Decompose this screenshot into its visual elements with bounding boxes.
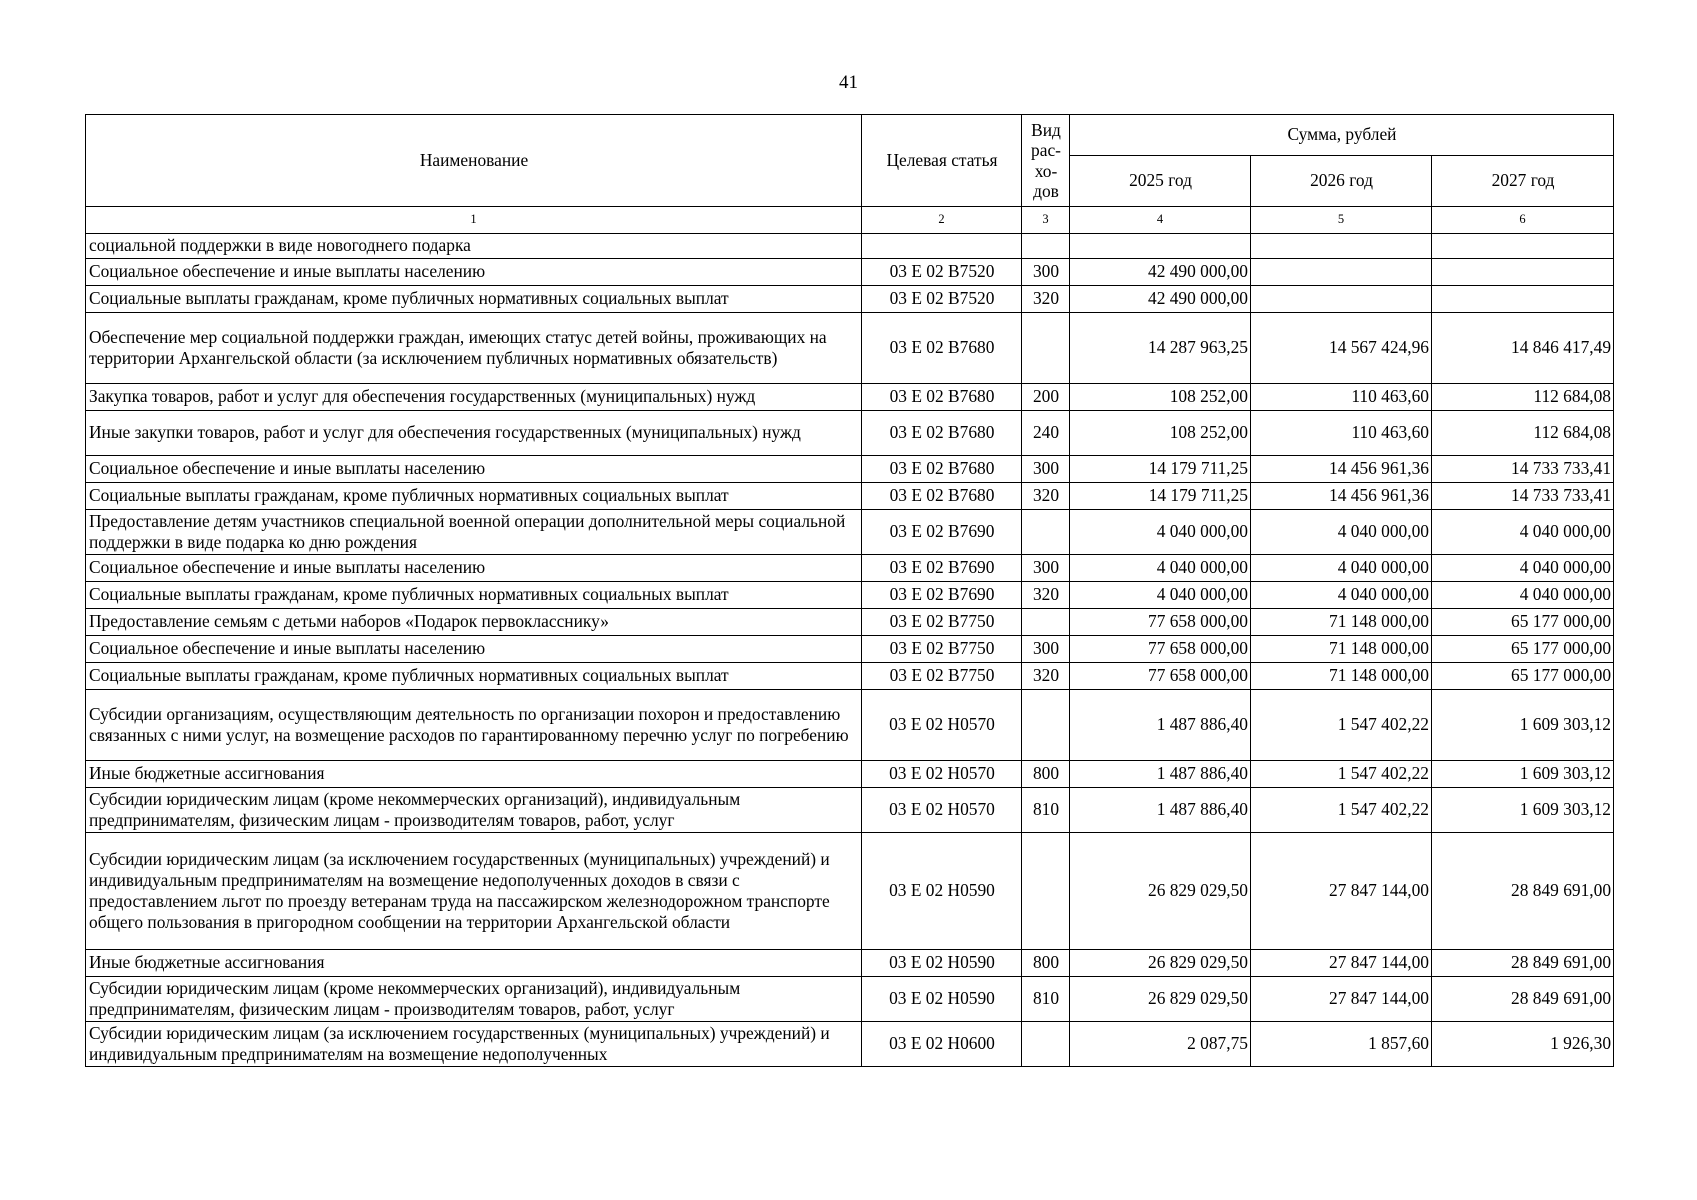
row-expense-type xyxy=(1022,234,1070,259)
table-row xyxy=(86,663,1614,690)
row-target-article: 03 Е 02 В7520 xyxy=(862,286,1022,313)
row-sum-2026: 1 857,60 xyxy=(1251,1022,1432,1067)
row-expense-type xyxy=(1022,833,1070,950)
row-name: Иные бюджетные ассигнования xyxy=(86,761,862,788)
row-sum-2026 xyxy=(1251,234,1432,259)
budget-table xyxy=(85,114,1614,1067)
row-sum-2026: 110 463,60 xyxy=(1251,411,1432,456)
row-sum-2027: 14 733 733,41 xyxy=(1432,483,1614,510)
row-sum-2026: 14 456 961,36 xyxy=(1251,456,1432,483)
table-row xyxy=(86,1022,1614,1067)
row-sum-2026: 4 040 000,00 xyxy=(1251,582,1432,609)
row-sum-2027: 28 849 691,00 xyxy=(1432,950,1614,977)
row-target-article: 03 Е 02 В7680 xyxy=(862,313,1022,384)
row-target-article: 03 Е 02 Н0600 xyxy=(862,1022,1022,1067)
table-row xyxy=(86,833,1614,950)
row-target-article: 03 Е 02 В7680 xyxy=(862,384,1022,411)
row-expense-type: 320 xyxy=(1022,483,1070,510)
row-target-article: 03 Е 02 Н0570 xyxy=(862,761,1022,788)
row-name: Социальное обеспечение и иные выплаты населению xyxy=(86,456,862,483)
row-sum-2027: 14 733 733,41 xyxy=(1432,456,1614,483)
row-name: Предоставление семьям с детьми наборов «Подарок первокласснику» xyxy=(86,609,862,636)
row-target-article: 03 Е 02 Н0590 xyxy=(862,833,1022,950)
row-expense-type: 320 xyxy=(1022,286,1070,313)
row-sum-2026: 4 040 000,00 xyxy=(1251,510,1432,555)
row-target-article xyxy=(862,234,1022,259)
table-row xyxy=(86,609,1614,636)
row-sum-2025: 14 179 711,25 xyxy=(1070,483,1251,510)
header-year-2026: 2026 год xyxy=(1251,156,1432,207)
row-expense-type: 320 xyxy=(1022,582,1070,609)
row-target-article: 03 Е 02 Н0570 xyxy=(862,690,1022,761)
row-sum-2025: 4 040 000,00 xyxy=(1070,582,1251,609)
table-row xyxy=(86,761,1614,788)
row-sum-2025: 42 490 000,00 xyxy=(1070,286,1251,313)
row-target-article: 03 Е 02 Н0570 xyxy=(862,788,1022,833)
row-expense-type: 800 xyxy=(1022,950,1070,977)
row-sum-2026 xyxy=(1251,259,1432,286)
column-number: 1 xyxy=(86,207,862,234)
table-row xyxy=(86,286,1614,313)
row-sum-2025: 77 658 000,00 xyxy=(1070,636,1251,663)
row-sum-2026: 1 547 402,22 xyxy=(1251,788,1432,833)
column-number: 3 xyxy=(1022,207,1070,234)
table-row xyxy=(86,384,1614,411)
row-target-article: 03 Е 02 Н0590 xyxy=(862,977,1022,1022)
row-sum-2026: 27 847 144,00 xyxy=(1251,950,1432,977)
row-expense-type xyxy=(1022,609,1070,636)
row-expense-type: 320 xyxy=(1022,663,1070,690)
column-number: 2 xyxy=(862,207,1022,234)
row-target-article: 03 Е 02 Н0590 xyxy=(862,950,1022,977)
table-row xyxy=(86,690,1614,761)
row-sum-2025 xyxy=(1070,234,1251,259)
row-expense-type xyxy=(1022,1022,1070,1067)
table-row xyxy=(86,259,1614,286)
row-sum-2027: 4 040 000,00 xyxy=(1432,582,1614,609)
row-name: Субсидии юридическим лицам (кроме некоммерческих организаций), индивидуальным предпринимателям, физическим лицам - производителям товаров, работ, услуг xyxy=(86,977,862,1022)
row-expense-type: 300 xyxy=(1022,555,1070,582)
row-expense-type xyxy=(1022,690,1070,761)
header-row-1 xyxy=(86,115,1614,156)
row-sum-2026: 71 148 000,00 xyxy=(1251,636,1432,663)
row-target-article: 03 Е 02 В7750 xyxy=(862,636,1022,663)
column-number: 4 xyxy=(1070,207,1251,234)
header-expense-type xyxy=(1022,115,1070,207)
row-expense-type xyxy=(1022,510,1070,555)
row-name: Социальные выплаты гражданам, кроме публичных нормативных социальных выплат xyxy=(86,663,862,690)
row-target-article: 03 Е 02 В7690 xyxy=(862,510,1022,555)
table-row xyxy=(86,950,1614,977)
row-sum-2027: 1 609 303,12 xyxy=(1432,761,1614,788)
row-name: Социальные выплаты гражданам, кроме публичных нормативных социальных выплат xyxy=(86,483,862,510)
header-target-article: Целевая статья xyxy=(862,115,1022,207)
table-row xyxy=(86,313,1614,384)
row-sum-2026: 14 567 424,96 xyxy=(1251,313,1432,384)
row-sum-2025: 1 487 886,40 xyxy=(1070,788,1251,833)
table-row xyxy=(86,510,1614,555)
row-target-article: 03 Е 02 В7750 xyxy=(862,609,1022,636)
row-expense-type: 800 xyxy=(1022,761,1070,788)
header-year-2025: 2025 год xyxy=(1070,156,1251,207)
row-sum-2026: 27 847 144,00 xyxy=(1251,833,1432,950)
column-numbers-row xyxy=(86,207,1614,234)
row-sum-2027: 1 609 303,12 xyxy=(1432,690,1614,761)
header-expense-type-label: Вид рас-хо-дов xyxy=(1031,120,1061,201)
row-sum-2027: 65 177 000,00 xyxy=(1432,663,1614,690)
table-row xyxy=(86,788,1614,833)
row-sum-2027: 28 849 691,00 xyxy=(1432,977,1614,1022)
table-row xyxy=(86,977,1614,1022)
row-name: Социальное обеспечение и иные выплаты населению xyxy=(86,636,862,663)
table-row xyxy=(86,555,1614,582)
row-sum-2027: 112 684,08 xyxy=(1432,411,1614,456)
row-target-article: 03 Е 02 В7680 xyxy=(862,483,1022,510)
row-sum-2025: 1 487 886,40 xyxy=(1070,761,1251,788)
row-sum-2025: 26 829 029,50 xyxy=(1070,833,1251,950)
row-sum-2025: 2 087,75 xyxy=(1070,1022,1251,1067)
row-sum-2026: 110 463,60 xyxy=(1251,384,1432,411)
row-sum-2025: 4 040 000,00 xyxy=(1070,510,1251,555)
row-sum-2027: 65 177 000,00 xyxy=(1432,636,1614,663)
row-name: Иные бюджетные ассигнования xyxy=(86,950,862,977)
row-expense-type: 300 xyxy=(1022,259,1070,286)
row-sum-2027 xyxy=(1432,234,1614,259)
row-expense-type: 810 xyxy=(1022,977,1070,1022)
row-sum-2027: 1 926,30 xyxy=(1432,1022,1614,1067)
row-sum-2026: 1 547 402,22 xyxy=(1251,690,1432,761)
table-row xyxy=(86,636,1614,663)
row-sum-2027: 112 684,08 xyxy=(1432,384,1614,411)
row-name: Иные закупки товаров, работ и услуг для обеспечения государственных (муниципальных) нужд xyxy=(86,411,862,456)
row-sum-2027: 28 849 691,00 xyxy=(1432,833,1614,950)
row-target-article: 03 Е 02 В7680 xyxy=(862,456,1022,483)
table-row xyxy=(86,411,1614,456)
row-expense-type xyxy=(1022,313,1070,384)
row-name: социальной поддержки в виде новогоднего подарка xyxy=(86,234,862,259)
row-name: Социальные выплаты гражданам, кроме публичных нормативных социальных выплат xyxy=(86,582,862,609)
header-sum: Сумма, рублей xyxy=(1070,115,1614,156)
row-name: Социальные выплаты гражданам, кроме публичных нормативных социальных выплат xyxy=(86,286,862,313)
row-name: Субсидии юридическим лицам (кроме некоммерческих организаций), индивидуальным предпринимателям, физическим лицам - производителям товаров, работ, услуг xyxy=(86,788,862,833)
row-sum-2027: 1 609 303,12 xyxy=(1432,788,1614,833)
row-name: Закупка товаров, работ и услуг для обеспечения государственных (муниципальных) нужд xyxy=(86,384,862,411)
row-sum-2027: 14 846 417,49 xyxy=(1432,313,1614,384)
row-name: Субсидии юридическим лицам (за исключением государственных (муниципальных) учреждений) и индивидуальным предпринимателям на возмещение недополученных доходов в связи с предоставлением льгот по проезду ветеранам труда на пассажирском железнодорожном транспорте общего пользования в пригородном сообщении на территории Архангельской области xyxy=(86,833,862,950)
row-name: Социальное обеспечение и иные выплаты населению xyxy=(86,259,862,286)
row-sum-2025: 42 490 000,00 xyxy=(1070,259,1251,286)
row-sum-2027: 65 177 000,00 xyxy=(1432,609,1614,636)
row-sum-2026: 71 148 000,00 xyxy=(1251,609,1432,636)
page-number: 41 xyxy=(839,72,858,93)
table-row xyxy=(86,483,1614,510)
row-sum-2026: 4 040 000,00 xyxy=(1251,555,1432,582)
table-row xyxy=(86,456,1614,483)
row-sum-2025: 1 487 886,40 xyxy=(1070,690,1251,761)
row-target-article: 03 Е 02 В7520 xyxy=(862,259,1022,286)
row-name: Обеспечение мер социальной поддержки граждан, имеющих статус детей войны, проживающих на территории Архангельской области (за исключением публичных нормативных обязательств) xyxy=(86,313,862,384)
row-sum-2025: 14 287 963,25 xyxy=(1070,313,1251,384)
row-target-article: 03 Е 02 В7750 xyxy=(862,663,1022,690)
row-sum-2025: 26 829 029,50 xyxy=(1070,977,1251,1022)
row-sum-2025: 108 252,00 xyxy=(1070,384,1251,411)
row-name: Социальное обеспечение и иные выплаты населению xyxy=(86,555,862,582)
header-year-2027: 2027 год xyxy=(1432,156,1614,207)
row-name: Субсидии юридическим лицам (за исключением государственных (муниципальных) учреждений) и индивидуальным предпринимателям на возмещение недополученных xyxy=(86,1022,862,1067)
row-sum-2025: 108 252,00 xyxy=(1070,411,1251,456)
table-row xyxy=(86,582,1614,609)
row-sum-2026: 27 847 144,00 xyxy=(1251,977,1432,1022)
row-target-article: 03 Е 02 В7680 xyxy=(862,411,1022,456)
row-expense-type: 300 xyxy=(1022,636,1070,663)
column-number: 5 xyxy=(1251,207,1432,234)
row-sum-2026: 1 547 402,22 xyxy=(1251,761,1432,788)
row-expense-type: 240 xyxy=(1022,411,1070,456)
row-name: Субсидии организациям, осуществляющим деятельность по организации похорон и предоставлению связанных с ними услуг, на возмещение расходов по гарантированному перечню услуг по погребению xyxy=(86,690,862,761)
row-sum-2025: 26 829 029,50 xyxy=(1070,950,1251,977)
row-target-article: 03 Е 02 В7690 xyxy=(862,555,1022,582)
row-expense-type: 200 xyxy=(1022,384,1070,411)
row-sum-2025: 14 179 711,25 xyxy=(1070,456,1251,483)
row-sum-2027 xyxy=(1432,286,1614,313)
row-expense-type: 300 xyxy=(1022,456,1070,483)
row-sum-2026: 71 148 000,00 xyxy=(1251,663,1432,690)
row-sum-2025: 77 658 000,00 xyxy=(1070,663,1251,690)
header-name: Наименование xyxy=(86,115,862,207)
row-target-article: 03 Е 02 В7690 xyxy=(862,582,1022,609)
table-row xyxy=(86,234,1614,259)
row-expense-type: 810 xyxy=(1022,788,1070,833)
row-sum-2027: 4 040 000,00 xyxy=(1432,510,1614,555)
row-sum-2026 xyxy=(1251,286,1432,313)
row-sum-2026: 14 456 961,36 xyxy=(1251,483,1432,510)
row-sum-2025: 77 658 000,00 xyxy=(1070,609,1251,636)
row-sum-2027: 4 040 000,00 xyxy=(1432,555,1614,582)
row-sum-2027 xyxy=(1432,259,1614,286)
row-sum-2025: 4 040 000,00 xyxy=(1070,555,1251,582)
row-name: Предоставление детям участников специальной военной операции дополнительной меры социальной поддержки в виде подарка ко дню рождения xyxy=(86,510,862,555)
column-number: 6 xyxy=(1432,207,1614,234)
